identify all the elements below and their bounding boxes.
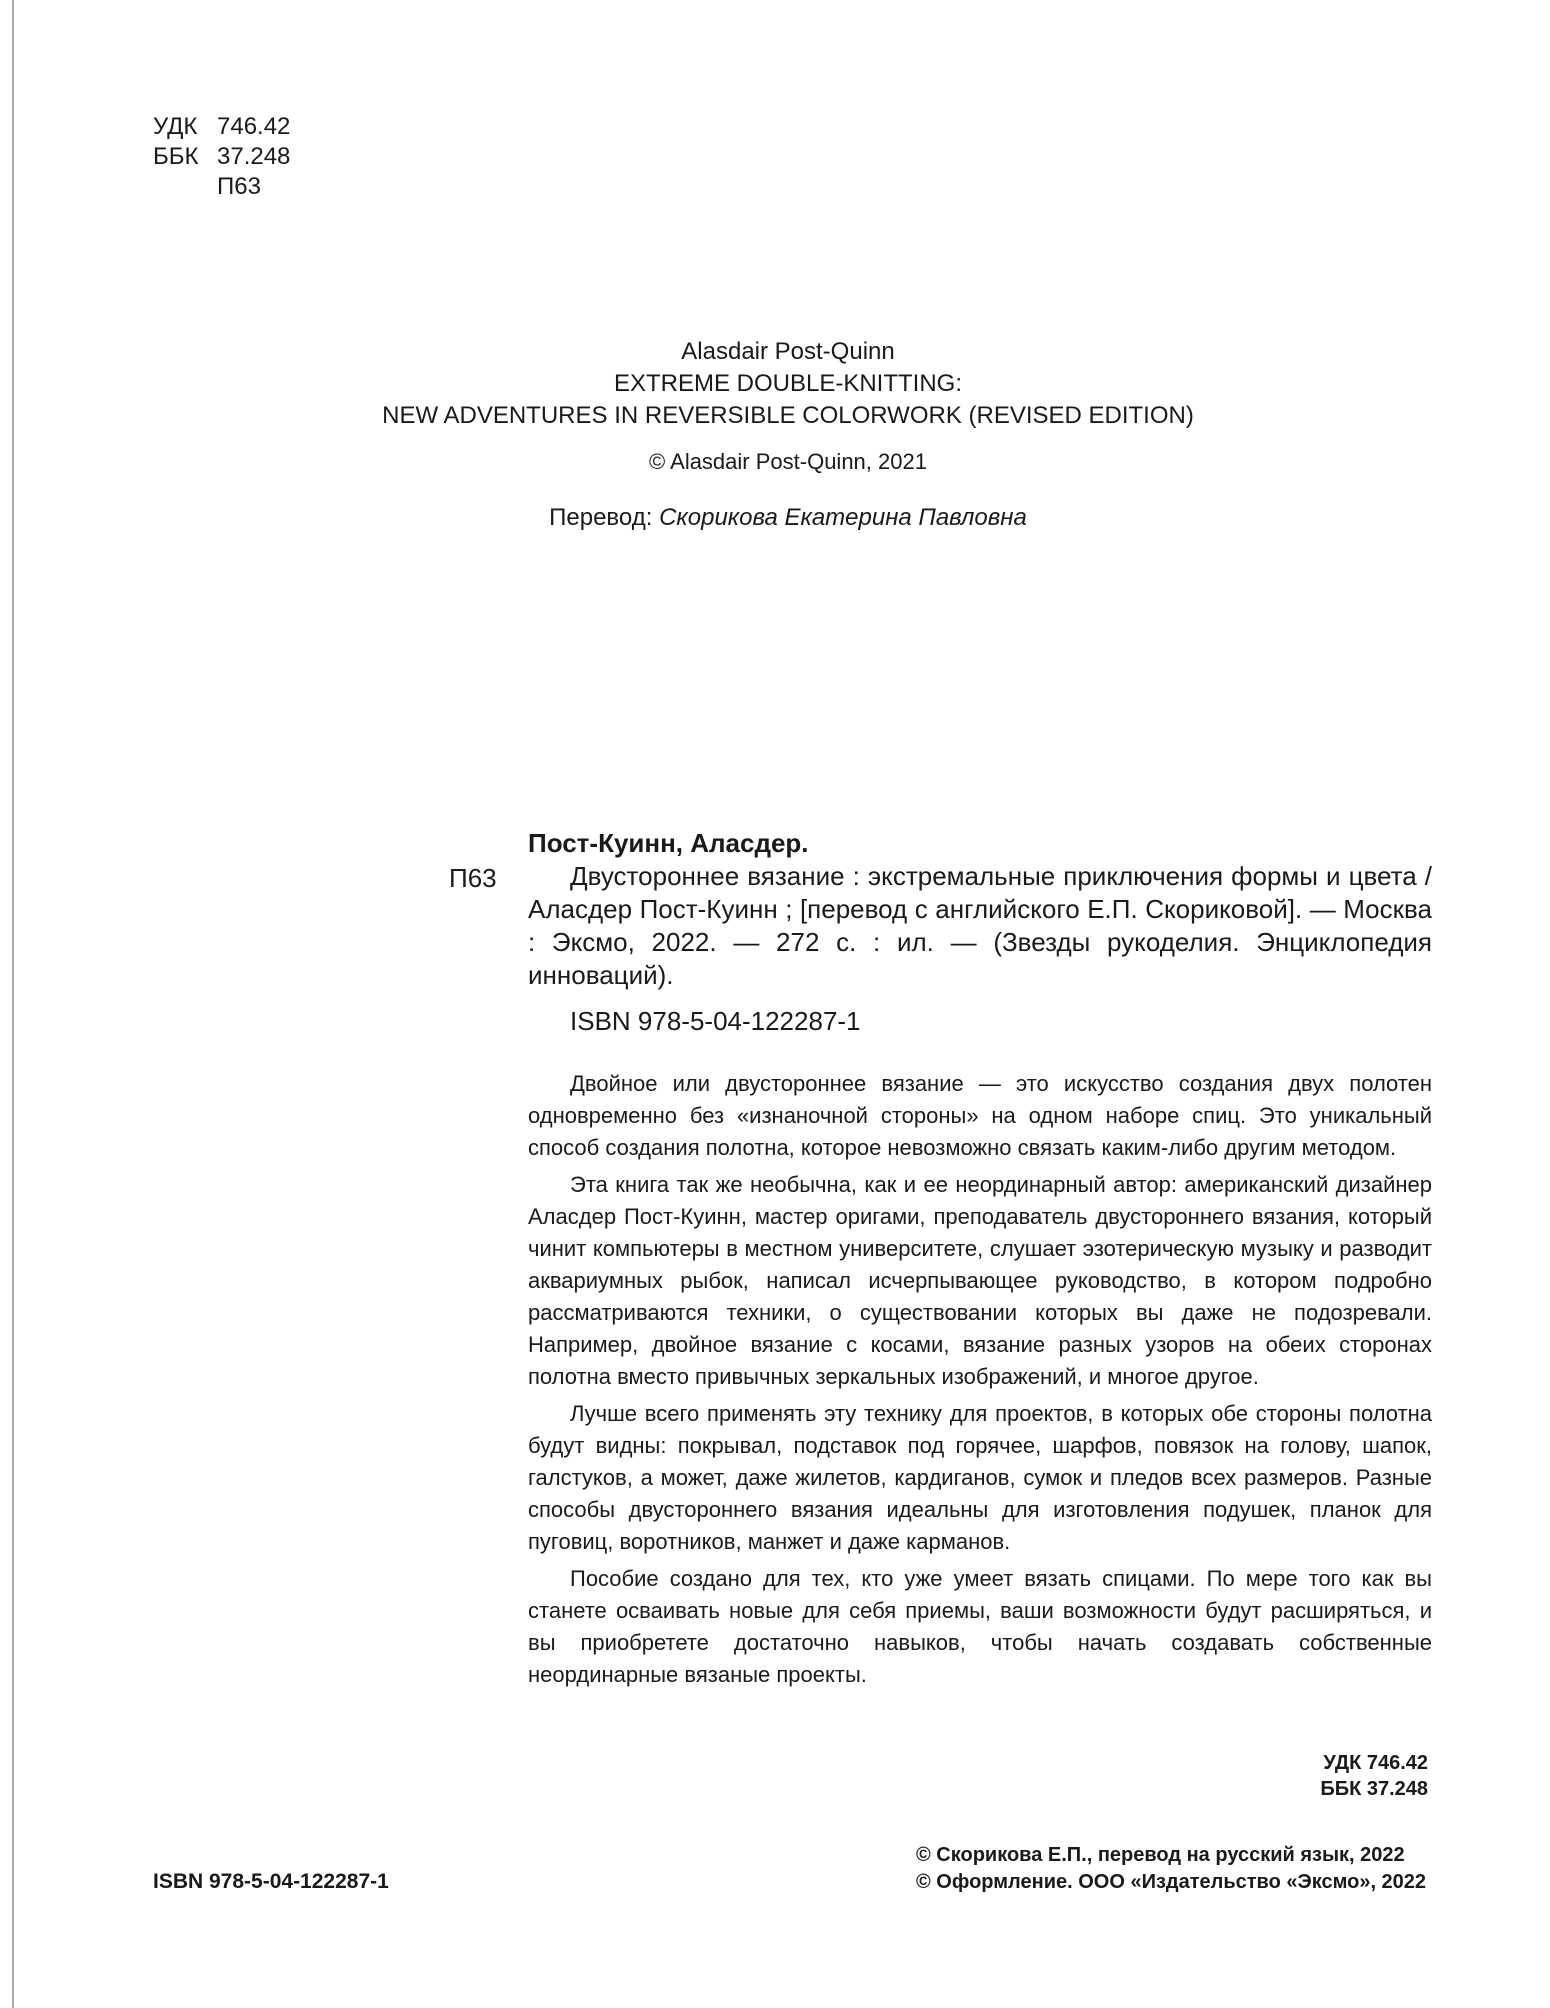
catalog-cipher: П63 [449, 863, 497, 893]
catalog-card [449, 826, 1432, 1037]
translation-credit [26, 502, 1550, 534]
catalog-description: Двустороннее вязание : экстремальные приключения формы и цвета / Аласдер Пост-Куинн ; [перевод с английского Е.П. Скориковой]. — Москва : Эксмо, 2022. — 272 с. : ил. — (Звезды рукоделия. Энциклопедия инноваций). [528, 861, 1432, 990]
page-edge-rule [12, 0, 14, 2008]
original-title-line-1: EXTREME DOUBLE-KNITTING: [613, 370, 963, 397]
copyright-design: © Оформление. ООО «Издательство «Эксмо», 2022 [916, 1871, 1427, 1893]
author-mark: П63 [217, 173, 261, 200]
catalog-isbn: ISBN 978-5-04-122287-1 [570, 1006, 861, 1036]
udk-label: УДК [153, 113, 198, 140]
footer-classification [1320, 1750, 1428, 1802]
copyright-translation: © Скорикова Е.П., перевод на русский язык, 2022 [916, 1844, 1405, 1866]
abstract-paragraph: Пособие создано для тех, кто уже умеет вязать спицами. По мере того как вы станете осваивать новые для себя приемы, ваши возможности будут расширяться, и вы приобретете достаточно навыков, чтобы начать создавать собственные неординарные вязаные проекты. [528, 1566, 1432, 1687]
footer-udk: УДК 746.42 [1323, 1752, 1428, 1774]
footer-copyrights [916, 1842, 1426, 1896]
translator-name: Скорикова Екатерина Павловна [659, 504, 1027, 531]
original-author: Alasdair Post-Quinn [681, 338, 895, 365]
catalog-author-heading: Пост-Куинн, Аласдер. [528, 828, 809, 858]
abstract-paragraph: Эта книга так же необычна, как и ее неординарный автор: американский дизайнер Аласдер Пост-Куинн, мастер оригами, преподаватель двустороннего вязания, который чинит компьютеры в местном университете, слушает эзотерическую музыку и разводит аквариумных рыбок, написал исчерпывающее руководство, в котором подробно рассматриваются техники, о существовании которых вы даже не подозревали. Например, двойное вязание с косами, вязание разных узоров на обеих сторонах полотна вместо привычных зеркальных изображений, и многое другое. [528, 1172, 1432, 1389]
udk-value: 746.42 [217, 113, 291, 140]
abstract-paragraph: Двойное или двустороннее вязание — это искусство создания двух полотен одновременно без «изнаночной стороны» на одном наборе спиц. Это уникальный способ создания полотна, которое невозможно связать каким-либо другим методом. [528, 1071, 1432, 1160]
bbk-value: 37.248 [217, 143, 291, 170]
bbk-row [153, 142, 290, 172]
translation-label: Перевод: [549, 504, 653, 531]
original-copyright: © Alasdair Post-Quinn, 2021 [649, 449, 927, 474]
abstract-paragraph: Лучше всего применять эту технику для проектов, в которых обе стороны полотна будут видны: покрывал, подставок под горячее, шарфов, повязок на голову, шапок, галстуков, а может, даже жилетов, кардиганов, сумок и пледов всех размеров. Разные способы двустороннего вязания идеальны для изготовления подушек, планок для пуговиц, воротников, манжет и даже карманов. [528, 1401, 1432, 1554]
abstract [528, 1068, 1432, 1696]
footer-bbk: ББК 37.248 [1320, 1778, 1428, 1800]
classification-block [153, 112, 290, 202]
footer-isbn: ISBN 978-5-04-122287-1 [153, 1870, 389, 1893]
original-title-line-2: NEW ADVENTURES IN REVERSIBLE COLORWORK (REVISED EDITION) [382, 402, 1194, 429]
bbk-label: ББК [153, 143, 199, 170]
udk-row [153, 112, 290, 142]
original-edition-block [26, 336, 1550, 534]
author-mark-row [153, 172, 290, 202]
